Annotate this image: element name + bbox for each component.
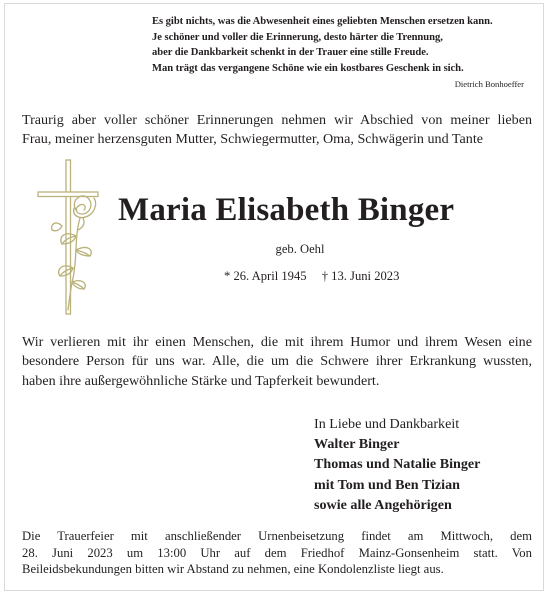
funeral-line: Beileidsbekundungen bitten wir Abstand zu nehmen, eine Kondolenzliste liegt aus. [22, 562, 444, 577]
quote-line: aber die Dankbarkeit schenkt in der Trauer eine stille Freude. [152, 47, 429, 59]
mourner-name: mit Tom und Ben Tizian [314, 476, 460, 493]
quote-line: Je schöner und voller die Erinnerung, desto härter die Trennung, [152, 31, 443, 43]
body-text [22, 333, 532, 391]
body-line: Wir verlieren mit ihr einen Menschen, die mit ihrem Humor und ihrem Wesen eine [22, 334, 532, 350]
funeral-info [22, 528, 532, 578]
body-line: besondere Person für uns war. Alle, die um die Schwere ihrer Erkrankung wussten, [22, 353, 532, 370]
quote-line: Man trägt das vergangene Schöne wie ein kostbares Geschenk in sich. [152, 62, 464, 74]
mourner-name: Walter Binger [314, 436, 400, 453]
mourner-name: sowie alle Angehörigen [314, 496, 452, 513]
cross-with-rose-icon [36, 158, 106, 316]
quote [152, 14, 524, 76]
body-line: haben ihre außergewöhnliche Stärke und Tapferkeit bewundert. [22, 372, 380, 389]
funeral-line: Die Trauerfeier mit anschließender Urnenbeisetzung findet am Mittwoch, dem [22, 529, 532, 543]
funeral-line: 28. Juni 2023 um 13:00 Uhr auf dem Friedhof Mainz-Gonsenheim statt. Von [22, 545, 532, 560]
mourner-name: Thomas und Natalie Binger [314, 456, 481, 473]
quote-author: Dietrich Bonhoeffer [454, 79, 524, 89]
birth-name: geb. Oehl [275, 242, 325, 256]
life-dates [224, 269, 474, 284]
intro-line: Frau, meiner herzensguten Mutter, Schwiegermutter, Oma, Schwägerin und Tante [22, 131, 484, 147]
closing-phrase: In Liebe und Dankbarkeit [314, 416, 460, 432]
quote-line: Es gibt nichts, was die Abwesenheit eines geliebten Menschen ersetzen kann. [152, 16, 493, 27]
deceased-name: Maria Elisabeth Binger [118, 192, 455, 228]
intro-line: Traurig aber voller schöner Erinnerungen nehmen wir Abschied von meiner lieben [22, 112, 532, 128]
mourners [314, 414, 534, 515]
birth-date: * 26. April 1945 [224, 269, 307, 283]
intro-text [22, 111, 532, 149]
death-date: † 13. Juni 2023 [321, 269, 400, 283]
